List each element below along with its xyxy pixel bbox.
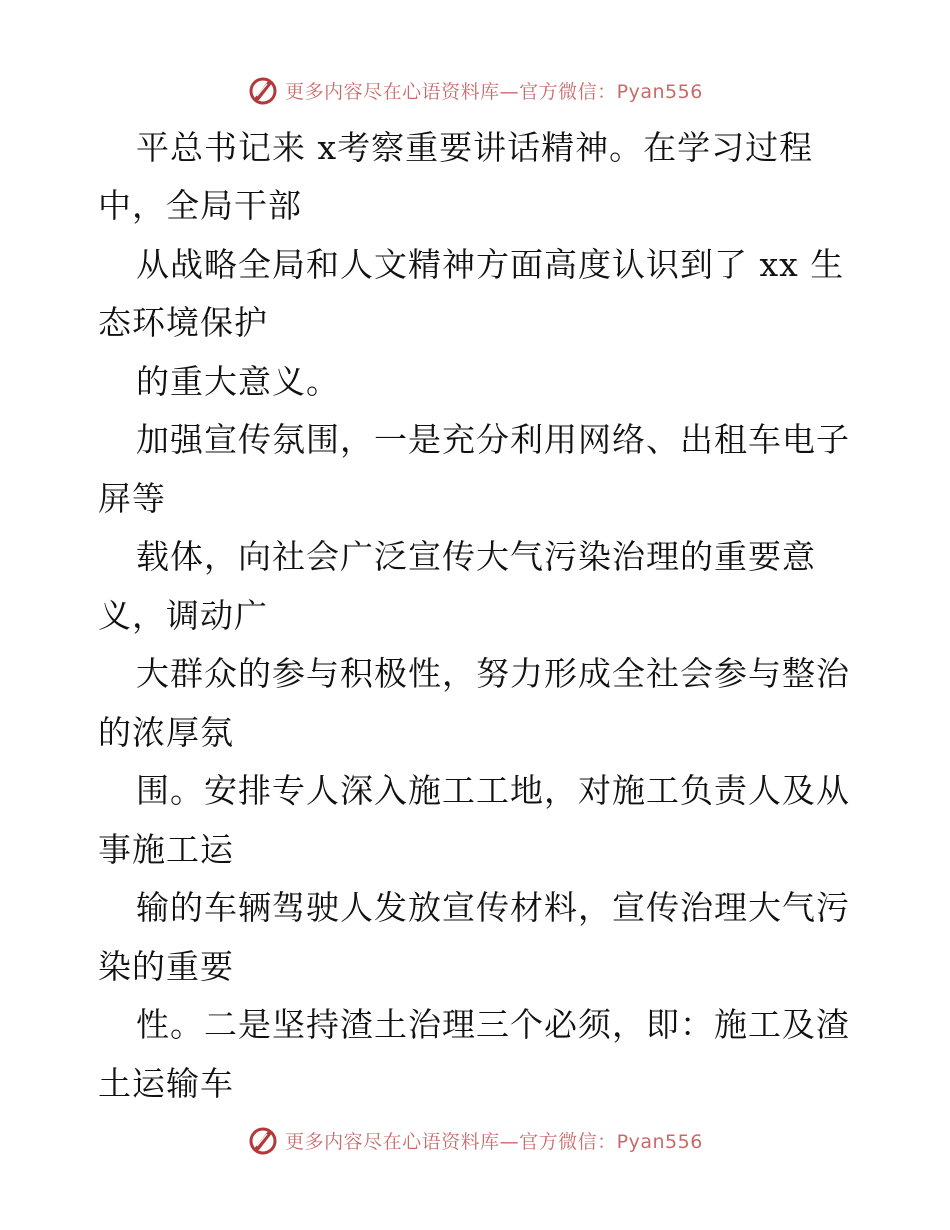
text-line: 性。二是坚持渣土治理三个必须，即：施工及渣 [136,1005,850,1044]
text-line: 的浓厚氛 [98,713,234,752]
text-line: 加强宣传氛围，一是充分利用网络、出租车电子 [136,420,850,459]
text-line: 屏等 [98,479,166,518]
feather-logo-icon [247,1124,279,1156]
watermark-text: 更多内容尽在心语资料库—官方微信：Pyan556 [285,1130,703,1153]
text-line: 态环境保护 [98,303,268,342]
text-line: 输的车辆驾驶人发放宣传材料，宣传治理大气污 [136,888,850,927]
text-line: 载体，向社会广泛宣传大气污染治理的重要意 [136,537,816,576]
text-line: 围。安排专人深入施工工地，对施工负责人及从 [136,771,850,810]
watermark-text: 更多内容尽在心语资料库—官方微信：Pyan556 [285,80,703,103]
text-line: 土运输车 [98,1064,234,1103]
text-line: 义，调动广 [98,596,268,635]
footer-watermark [0,1120,950,1160]
header-watermark [0,70,950,110]
text-line: 的重大意义。 [136,362,340,401]
feather-logo-icon [247,74,279,106]
text-line: 平总书记来 x考察重要讲话精神。在学习过程 [136,128,814,167]
text-line: 事施工运 [98,830,234,869]
text-line: 中，全局干部 [98,186,302,225]
text-line: 大群众的参与积极性，努力形成全社会参与整治 [136,654,850,693]
text-line: 染的重要 [98,947,234,986]
text-line: 从战略全局和人文精神方面高度认识到了 xx 生 [136,245,845,284]
